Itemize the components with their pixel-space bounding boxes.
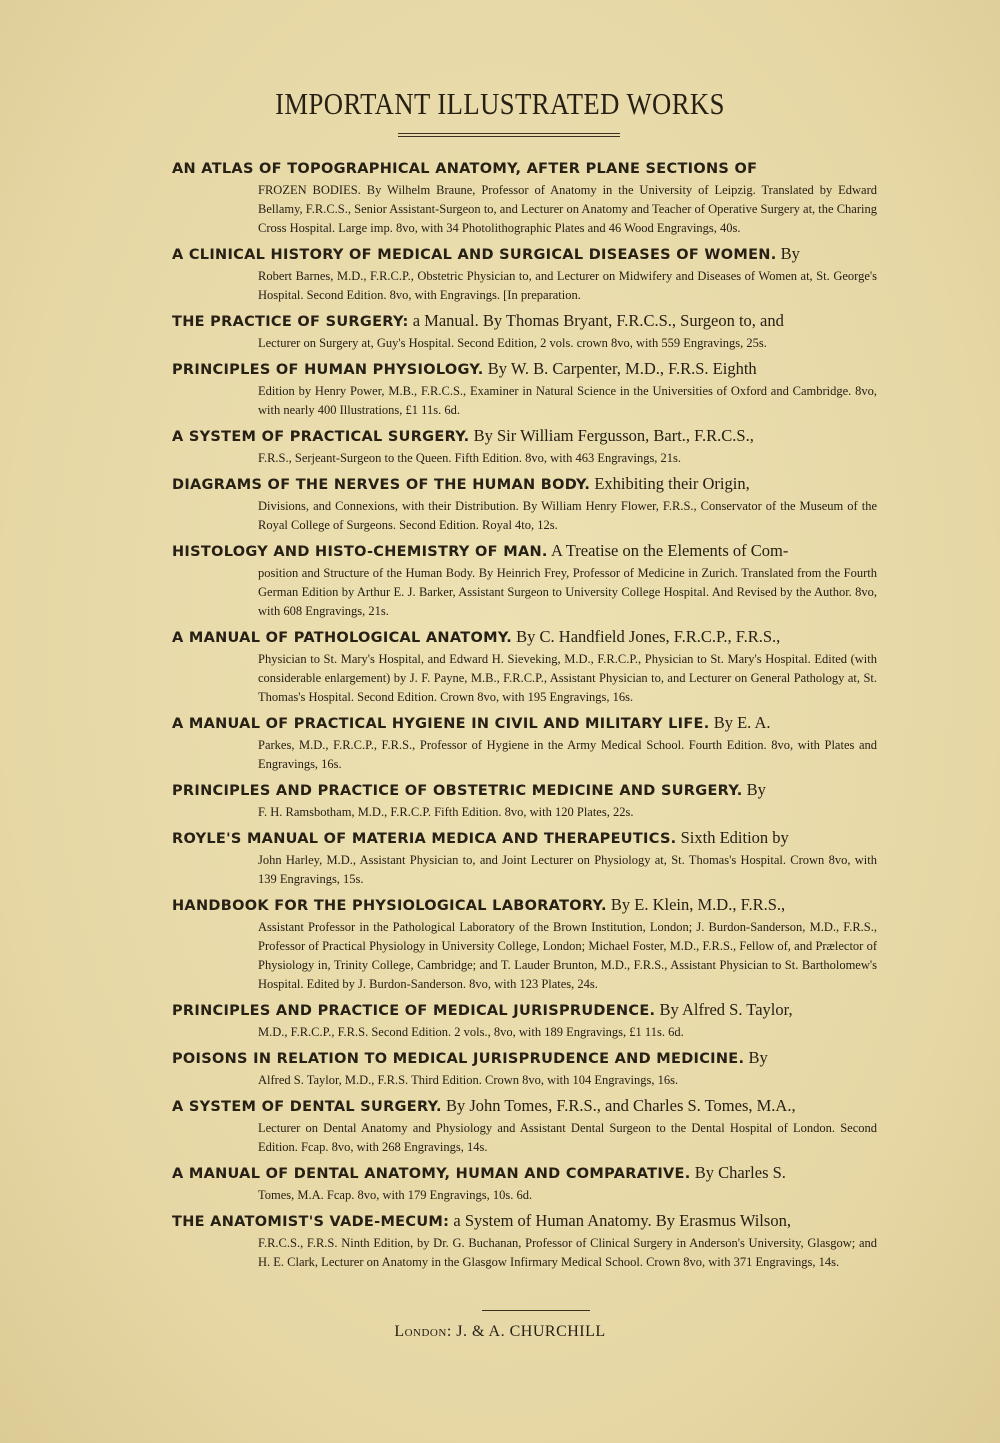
- book-entry: [172, 424, 877, 468]
- book-description: position and Structure of the Human Body. By Heinrich Frey, Professor of Medicine in Zurich. Translated from the Fourth German Edition by Arthur E. J. Barker, Assistant Surgeon to University College Hospital. And Revised by the Author. 8vo, with 608 Engravings, 21s.: [258, 566, 877, 618]
- book-description: Divisions, and Connexions, with their Distribution. By William Henry Flower, F.R.S., Conservator of the Museum of the Royal College of Surgeons. Second Edition. Royal 4to, 12s.: [258, 499, 877, 532]
- book-description: Edition by Henry Power, M.B., F.R.C.S., Examiner in Natural Science in the Universities of Oxford and Cambridge. 8vo, with nearly 400 Illustrations, £1 11s. 6d.: [258, 384, 877, 417]
- book-entry: [172, 625, 877, 707]
- book-entry: [172, 1094, 877, 1157]
- book-lead-text: By Charles S.: [690, 1163, 786, 1182]
- book-description: John Harley, M.D., Assistant Physician to, and Joint Lecturer on Physiology at, St. Thomas's Hospital. Crown 8vo, with 139 Engravings, 15s.: [258, 853, 877, 886]
- book-title: A MANUAL OF PATHOLOGICAL ANATOMY.: [172, 630, 513, 646]
- book-lead-text: By John Tomes, F.R.S., and Charles S. Tomes, M.A.,: [441, 1096, 796, 1115]
- book-title: THE ANATOMIST'S VADE-MECUM:: [172, 1214, 450, 1230]
- book-description: Alfred S. Taylor, M.D., F.R.S. Third Edition. Crown 8vo, with 104 Engravings, 16s.: [258, 1073, 679, 1087]
- publisher-imprint: [0, 1323, 1000, 1341]
- book-title: HANDBOOK FOR THE PHYSIOLOGICAL LABORATORY.: [172, 898, 607, 914]
- book-entry-heading: [172, 156, 877, 181]
- imprint-city: London: [394, 1323, 447, 1340]
- book-entry-heading: [172, 1209, 877, 1234]
- book-description: M.D., F.R.C.P., F.R.S. Second Edition. 2 vols., 8vo, with 189 Engravings, £1 11s. 6d.: [258, 1025, 684, 1039]
- book-lead-text: By E. A.: [709, 713, 771, 732]
- book-entry-heading: [172, 472, 877, 497]
- book-entry: [172, 539, 877, 621]
- book-entry-heading: [172, 1094, 877, 1119]
- book-description: F.R.S., Serjeant-Surgeon to the Queen. Fifth Edition. 8vo, with 463 Engravings, 21s.: [258, 451, 682, 465]
- book-entry-heading: [172, 893, 877, 918]
- imprint-separator: :: [446, 1323, 452, 1340]
- book-description: F. H. Ramsbotham, M.D., F.R.C.P. Fifth Edition. 8vo, with 120 Plates, 22s.: [258, 805, 634, 819]
- book-description: F.R.C.S., F.R.S. Ninth Edition, by Dr. G. Buchanan, Professor of Clinical Surgery in Anderson's University, Glasgow; and H. E. Clark, Lecturer on Anatomy in the Glasgow Infirmary Medical School. Crown 8vo, with 371 Engravings, 14s.: [258, 1236, 877, 1269]
- book-entry-heading: [172, 539, 877, 564]
- book-entry-heading: [172, 998, 877, 1023]
- book-title: HISTOLOGY AND HISTO-CHEMISTRY OF MAN.: [172, 544, 548, 560]
- book-title: A SYSTEM OF PRACTICAL SURGERY.: [172, 429, 470, 445]
- book-lead-text: By Alfred S. Taylor,: [655, 1000, 793, 1019]
- book-lead-text: A Treatise on the Elements of Com-: [547, 541, 789, 560]
- book-title: A MANUAL OF PRACTICAL HYGIENE IN CIVIL AND MILITARY LIFE.: [172, 716, 710, 732]
- book-entry: [172, 1209, 877, 1272]
- book-entry-heading: [172, 424, 877, 449]
- book-lead-text: a System of Human Anatomy. By Erasmus Wilson,: [449, 1211, 791, 1230]
- book-title: A MANUAL OF DENTAL ANATOMY, HUMAN AND COMPARATIVE.: [172, 1166, 691, 1182]
- book-entry-heading: [172, 1161, 877, 1186]
- book-description: Physician to St. Mary's Hospital, and Edward H. Sieveking, M.D., F.R.C.P., Physician to St. Mary's Hospital. Edited (with considerable enlargement) by J. F. Payne, M.B., F.R.C.P., Assistant Physician to, and Lecturer on General Pathology at, St. Thomas's Hospital. Second Edition. Crown 8vo, with 195 Engravings, 16s.: [258, 652, 877, 704]
- book-title: DIAGRAMS OF THE NERVES OF THE HUMAN BODY.: [172, 477, 591, 493]
- book-entry: [172, 893, 877, 994]
- book-description: Robert Barnes, M.D., F.R.C.P., Obstetric Physician to, and Lecturer on Midwifery and Diseases of Women at, St. George's Hospital. Second Edition. 8vo, with Engravings. [In preparation.: [258, 269, 877, 302]
- book-lead-text: Sixth Edition by: [676, 828, 789, 847]
- book-entry: [172, 1161, 877, 1205]
- book-entry: [172, 1046, 877, 1090]
- book-title: PRINCIPLES AND PRACTICE OF MEDICAL JURISPRUDENCE.: [172, 1003, 656, 1019]
- book-entry: [172, 156, 877, 238]
- book-entry: [172, 778, 877, 822]
- book-entry-heading: [172, 826, 877, 851]
- book-lead-text: Exhibiting their Origin,: [590, 474, 750, 493]
- book-title: POISONS IN RELATION TO MEDICAL JURISPRUDENCE AND MEDICINE.: [172, 1051, 745, 1067]
- book-lead-text: By E. Klein, M.D., F.R.S.,: [606, 895, 786, 914]
- book-title: A SYSTEM OF DENTAL SURGERY.: [172, 1099, 442, 1115]
- book-entry-heading: [172, 309, 877, 334]
- book-lead-text: By: [744, 1048, 768, 1067]
- book-entry-heading: [172, 625, 877, 650]
- book-lead-text: By Sir William Fergusson, Bart., F.R.C.S.,: [469, 426, 754, 445]
- book-title: A CLINICAL HISTORY OF MEDICAL AND SURGICAL DISEASES OF WOMEN.: [172, 247, 777, 263]
- book-entry: [172, 711, 877, 774]
- imprint-publisher: J. & A. CHURCHILL: [456, 1323, 606, 1340]
- book-title: AN ATLAS OF TOPOGRAPHICAL ANATOMY, AFTER PLANE SECTIONS OF: [172, 161, 758, 177]
- book-lead-text: By C. Handfield Jones, F.R.C.P., F.R.S.,: [512, 627, 781, 646]
- book-title: THE PRACTICE OF SURGERY:: [172, 314, 409, 330]
- book-description: Tomes, M.A. Fcap. 8vo, with 179 Engravings, 10s. 6d.: [258, 1188, 533, 1202]
- book-entry-heading: [172, 778, 877, 803]
- book-entry: [172, 357, 877, 420]
- book-description: Lecturer on Surgery at, Guy's Hospital. Second Edition, 2 vols. crown 8vo, with 559 Engravings, 25s.: [258, 336, 767, 350]
- book-entry-heading: [172, 711, 877, 736]
- book-description: Lecturer on Dental Anatomy and Physiology and Assistant Dental Surgeon to the Dental Hospital of London. Second Edition. Fcap. 8vo, with 268 Engravings, 14s.: [258, 1121, 877, 1154]
- book-entry-heading: [172, 1046, 877, 1071]
- book-entry: [172, 242, 877, 305]
- book-lead-text: By: [776, 244, 800, 263]
- book-list: [172, 156, 877, 1276]
- footer-rule: [482, 1310, 590, 1311]
- book-title: PRINCIPLES AND PRACTICE OF OBSTETRIC MEDICINE AND SURGERY.: [172, 783, 743, 799]
- book-entry-heading: [172, 242, 877, 267]
- book-description: Assistant Professor in the Pathological Laboratory of the Brown Institution, London; J. Burdon-Sanderson, M.D., F.R.S., Professor of Practical Physiology in University College, London; Michael Foster, M.D., F.R.S., Fellow of, and Prælector of Physiology in, Trinity College, Cambridge; and T. Lauder Brunton, M.D., F.R.S., Assistant Physician to St. Bartholomew's Hospital. Edited by J. Burdon-Sanderson. 8vo, with 123 Plates, 24s.: [258, 920, 877, 991]
- book-entry-heading: [172, 357, 877, 382]
- book-title: ROYLE'S MANUAL OF MATERIA MEDICA AND THERAPEUTICS.: [172, 831, 677, 847]
- book-entry: [172, 472, 877, 535]
- book-lead-text: By: [742, 780, 766, 799]
- book-lead-text: By W. B. Carpenter, M.D., F.R.S. Eighth: [483, 359, 757, 378]
- title-double-rule: [398, 133, 620, 139]
- book-entry: [172, 998, 877, 1042]
- book-entry: [172, 309, 877, 353]
- page-title: IMPORTANT ILLUSTRATED WORKS: [275, 86, 725, 121]
- book-entry: [172, 826, 877, 889]
- book-lead-text: a Manual. By Thomas Bryant, F.R.C.S., Surgeon to, and: [408, 311, 784, 330]
- book-description: Parkes, M.D., F.R.C.P., F.R.S., Professor of Hygiene in the Army Medical School. Fourth Edition. 8vo, with Plates and Engravings, 16s.: [258, 738, 877, 771]
- book-description: FROZEN BODIES. By Wilhelm Braune, Professor of Anatomy in the University of Leipzig. Translated by Edward Bellamy, F.R.C.S., Senior Assistant-Surgeon to, and Lecturer on Anatomy and Teacher of Operative Surgery at, the Charing Cross Hospital. Large imp. 8vo, with 34 Photolithographic Plates and 46 Wood Engravings, 40s.: [258, 183, 877, 235]
- book-title: PRINCIPLES OF HUMAN PHYSIOLOGY.: [172, 362, 484, 378]
